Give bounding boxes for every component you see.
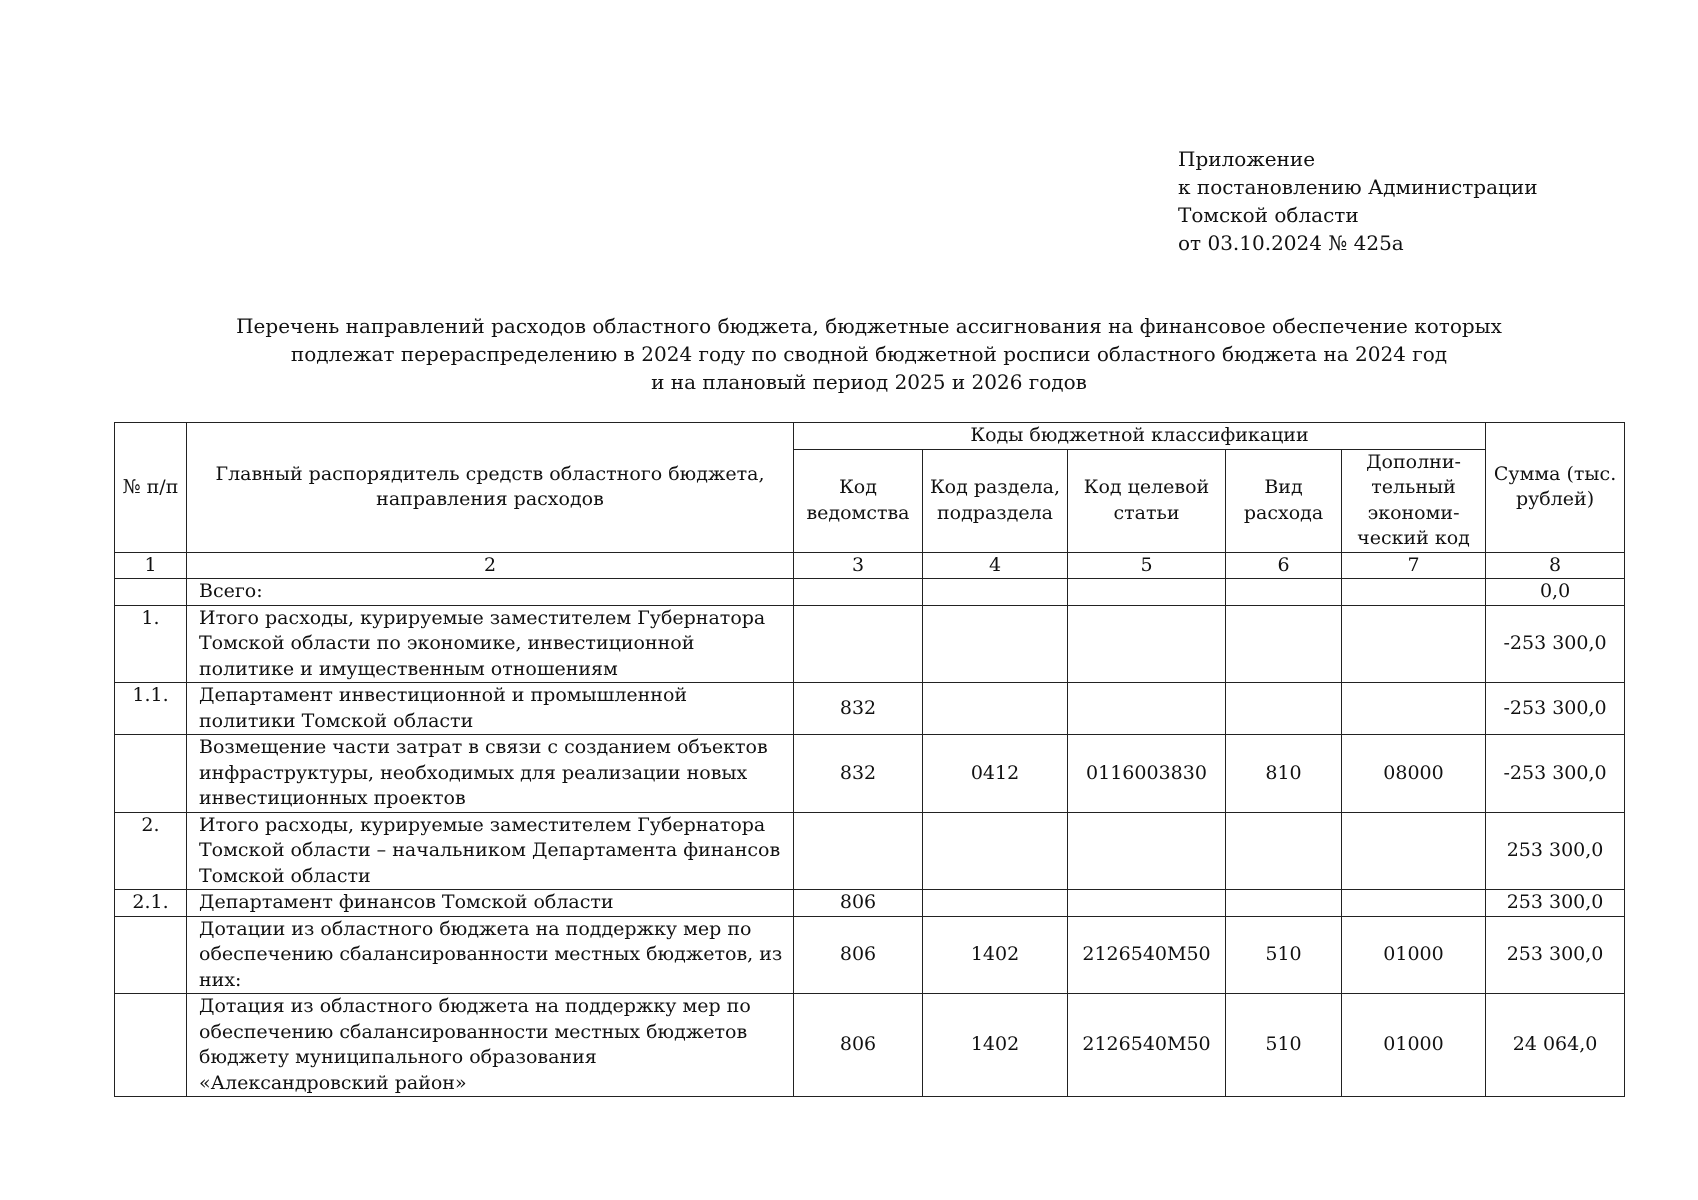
row-num: 1.: [115, 605, 187, 683]
row-num: [115, 579, 187, 606]
row-sum: 253 300,0: [1486, 916, 1625, 994]
row-name: Итого расходы, курируемые заместителем Губернатора Томской области – начальником Департамента финансов Томской области: [187, 812, 794, 890]
title-line: и на плановый период 2025 и 2026 годов: [651, 370, 1087, 394]
row-section-code: [923, 890, 1068, 917]
header-name: Главный распорядитель средств областного бюджета, направления расходов: [187, 423, 794, 553]
table-row: [115, 994, 1625, 1097]
row-name: Возмещение части затрат в связи с созданием объектов инфраструктуры, необходимых для реализации новых инвестиционных проектов: [187, 735, 794, 813]
row-expense-type: [1226, 579, 1342, 606]
row-section-code: [923, 683, 1068, 735]
column-number: 5: [1068, 552, 1226, 579]
row-dept-code: 806: [794, 890, 923, 917]
table-row: [115, 579, 1625, 606]
row-num: [115, 735, 187, 813]
row-expense-type: 810: [1226, 735, 1342, 813]
row-expense-type: 510: [1226, 916, 1342, 994]
row-section-code: [923, 812, 1068, 890]
header-extra-code: Дополни-тельный экономи-ческий код: [1342, 449, 1486, 552]
row-dept-code: [794, 579, 923, 606]
table-row: [115, 605, 1625, 683]
row-sum: -253 300,0: [1486, 605, 1625, 683]
row-target-code: 2126540M50: [1068, 994, 1226, 1097]
row-expense-type: [1226, 683, 1342, 735]
column-number: 2: [187, 552, 794, 579]
row-section-code: [923, 579, 1068, 606]
row-expense-type: [1226, 890, 1342, 917]
row-expense-type: [1226, 812, 1342, 890]
column-numbers-row: [115, 552, 1625, 579]
row-extra-code: [1342, 812, 1486, 890]
row-target-code: [1068, 605, 1226, 683]
row-sum: 24 064,0: [1486, 994, 1625, 1097]
table-row: [115, 683, 1625, 735]
row-target-code: 0116003830: [1068, 735, 1226, 813]
row-target-code: [1068, 579, 1226, 606]
row-num: [115, 994, 187, 1097]
row-name: Департамент инвестиционной и промышленной политики Томской области: [187, 683, 794, 735]
column-number: 3: [794, 552, 923, 579]
row-sum: 253 300,0: [1486, 890, 1625, 917]
document-title: [114, 312, 1624, 396]
row-extra-code: [1342, 605, 1486, 683]
column-number: 8: [1486, 552, 1625, 579]
row-num: 2.: [115, 812, 187, 890]
row-target-code: [1068, 812, 1226, 890]
table-row: [115, 812, 1625, 890]
row-section-code: 0412: [923, 735, 1068, 813]
column-number: 1: [115, 552, 187, 579]
header-section-code: Код раздела, подраздела: [923, 449, 1068, 552]
row-section-code: [923, 605, 1068, 683]
row-target-code: [1068, 683, 1226, 735]
header-row-top: [115, 423, 1625, 450]
row-sum: -253 300,0: [1486, 735, 1625, 813]
title-line: подлежат перераспределению в 2024 году по сводной бюджетной росписи областного бюджета на 2024 год: [290, 342, 1448, 366]
appendix-line: Томской области: [1178, 203, 1359, 227]
row-dept-code: 806: [794, 916, 923, 994]
row-num: 2.1.: [115, 890, 187, 917]
table-row: [115, 735, 1625, 813]
appendix-line: от 03.10.2024 № 425а: [1178, 231, 1404, 255]
header-num: № п/п: [115, 423, 187, 553]
row-num: 1.1.: [115, 683, 187, 735]
appendix-block: [1178, 145, 1538, 257]
row-section-code: 1402: [923, 916, 1068, 994]
row-name: Дотация из областного бюджета на поддержку мер по обеспечению сбалансированности местных бюджетов бюджету муниципального образования «Александровский район»: [187, 994, 794, 1097]
table-row: [115, 916, 1625, 994]
column-number: 6: [1226, 552, 1342, 579]
column-number: 7: [1342, 552, 1486, 579]
row-extra-code: [1342, 890, 1486, 917]
row-name: Итого расходы, курируемые заместителем Губернатора Томской области по экономике, инвестиционной политике и имущественным отношениям: [187, 605, 794, 683]
row-dept-code: [794, 605, 923, 683]
row-name: Департамент финансов Томской области: [187, 890, 794, 917]
row-extra-code: [1342, 579, 1486, 606]
appendix-line: к постановлению Администрации: [1178, 175, 1538, 199]
row-name: Дотации из областного бюджета на поддержку мер по обеспечению сбалансированности местных бюджетов, из них:: [187, 916, 794, 994]
header-expense-type: Вид расхода: [1226, 449, 1342, 552]
row-name: Всего:: [187, 579, 794, 606]
row-dept-code: 832: [794, 735, 923, 813]
budget-table: [114, 422, 1625, 1097]
table-row: [115, 890, 1625, 917]
row-expense-type: [1226, 605, 1342, 683]
row-dept-code: 832: [794, 683, 923, 735]
header-codes-group: Коды бюджетной классификации: [794, 423, 1486, 450]
row-sum: 0,0: [1486, 579, 1625, 606]
row-extra-code: 01000: [1342, 916, 1486, 994]
title-line: Перечень направлений расходов областного бюджета, бюджетные ассигнования на финансовое обеспечение которых: [236, 314, 1502, 338]
header-sum: Сумма (тыс. рублей): [1486, 423, 1625, 553]
row-extra-code: [1342, 683, 1486, 735]
row-extra-code: 01000: [1342, 994, 1486, 1097]
row-dept-code: [794, 812, 923, 890]
row-sum: -253 300,0: [1486, 683, 1625, 735]
row-section-code: 1402: [923, 994, 1068, 1097]
header-dept-code: Код ведомства: [794, 449, 923, 552]
column-number: 4: [923, 552, 1068, 579]
row-expense-type: 510: [1226, 994, 1342, 1097]
row-sum: 253 300,0: [1486, 812, 1625, 890]
row-target-code: [1068, 890, 1226, 917]
row-extra-code: 08000: [1342, 735, 1486, 813]
appendix-line: Приложение: [1178, 147, 1316, 171]
row-dept-code: 806: [794, 994, 923, 1097]
header-target-code: Код целевой статьи: [1068, 449, 1226, 552]
row-num: [115, 916, 187, 994]
row-target-code: 2126540M50: [1068, 916, 1226, 994]
